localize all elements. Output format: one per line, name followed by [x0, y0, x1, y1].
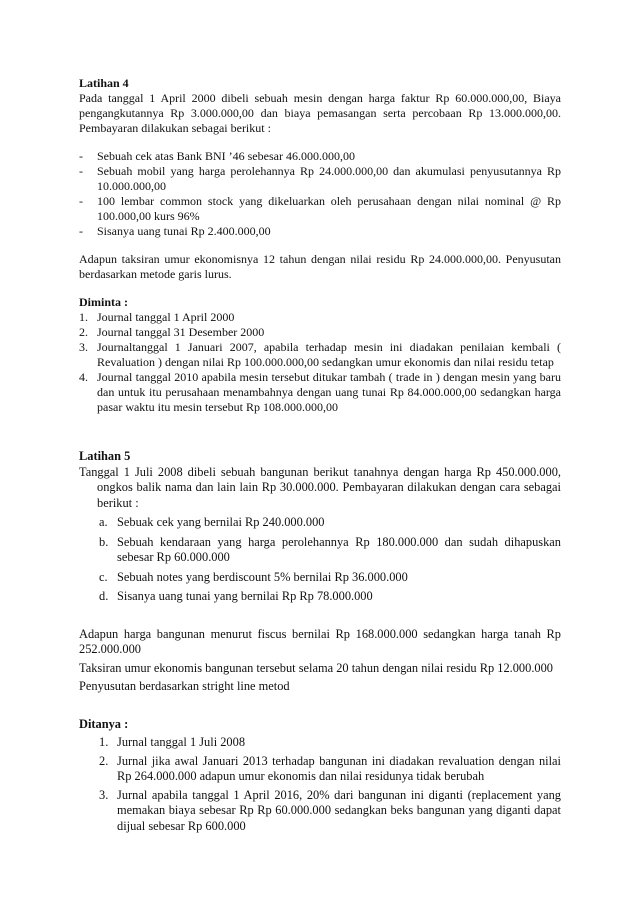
list-item — [99, 535, 561, 566]
list-item — [99, 570, 561, 586]
dash-bullet: - — [79, 224, 83, 238]
document-page — [79, 76, 561, 834]
diminta-title: Diminta : — [79, 295, 128, 309]
latihan-5-payment-list — [79, 515, 561, 605]
list-item — [79, 224, 561, 239]
item-number: 3. — [79, 340, 88, 354]
item-letter: c. — [99, 569, 108, 584]
item-number: 2. — [99, 753, 109, 768]
item-text: Jurnal apabila tanggal 1 April 2016, 20% dari bangunan ini diganti (replacement yang memakan biaya sebesar Rp Rp 60.000.000 sedangkan beks bangunan yang diganti dapat dijual sebesar Rp 600.000 — [117, 787, 561, 833]
dash-bullet: - — [79, 164, 83, 178]
latihan-4-section — [79, 76, 561, 415]
latihan-5-fiscal: Adapun harga bangunan menurut fiscus bernilai Rp 168.000.000 sedangkan harga tanah Rp 252.000.000 — [79, 626, 561, 656]
latihan-5-intro: Tanggal 1 Juli 2008 dibeli sebuah bangunan berikut tanahnya dengan harga Rp 450.000.000, ongkos balik nama dan lain lain Rp 30.000.000. Pembayaran dilakukan dengan cara sebagai berikut : — [79, 464, 561, 510]
latihan-4-intro: Pada tanggal 1 April 2000 dibeli sebuah mesin dengan harga faktur Rp 60.000.000,00, Biaya pengangkutannya Rp 3.000.000,00 dan biaya pemasangan serta percobaan Rp 13.000.000,00. Pembayaran dilakukan sebagai berikut : — [79, 91, 561, 135]
list-item — [99, 589, 561, 605]
list-item — [99, 754, 561, 785]
item-number: 1. — [99, 735, 109, 749]
item-text: Journal tanggal 2010 apabila mesin tersebut ditukar tambah ( trade in ) dengan mesin yang baru dan untuk itu perusahaan menambahnya dengan uang tunai Rp 84.000.000,00 sedangkan harga pasar waktu itu mesin tersebut Rp 108.000.000,00 — [97, 370, 561, 414]
item-letter: d. — [99, 589, 109, 603]
item-text: Journal tanggal 31 Desember 2000 — [97, 325, 265, 339]
list-item — [79, 370, 561, 415]
payment-text: 100 lembar common stock yang dikeluarkan oleh perusahaan dengan nilai nominal @ Rp 100.000,00 kurs 96% — [97, 194, 561, 223]
payment-text: Sebuah mobil yang harga perolehannya Rp 24.000.000,00 dan akumulasi penyusutannya Rp 10.000.000,00 — [97, 164, 561, 193]
list-item — [99, 515, 561, 531]
latihan-5-method: Penyusutan berdasarkan stright line metod — [79, 679, 290, 693]
item-text: Jurnal jika awal Januari 2013 terhadap bangunan ini diadakan revaluation dengan nilai Rp 264.000.000 adapun umur ekonomis dan nilai residunya tidak berubah — [117, 753, 561, 783]
payment-text: Sebuah kendaraan yang harga perolehannya Rp 180.000.000 dan sudah dihapuskan sebesar Rp 60.000.000 — [117, 534, 561, 564]
item-number: 3. — [99, 787, 109, 802]
latihan-4-payment-list — [79, 149, 561, 239]
payment-text: Sisanya uang tunai yang bernilai Rp Rp 78.000.000 — [117, 589, 373, 603]
list-item — [99, 735, 561, 751]
list-item — [79, 340, 561, 370]
list-item — [79, 325, 561, 340]
item-number: 1. — [79, 310, 88, 324]
latihan-5-section — [79, 449, 561, 834]
latihan-5-estimate: Taksiran umur ekonomis bangunan tersebut selama 20 tahun dengan nilai residu Rp 12.000.000 — [79, 660, 554, 675]
item-letter: b. — [99, 534, 109, 549]
list-item — [79, 194, 561, 224]
ditanya-list — [79, 735, 561, 834]
item-letter: a. — [99, 515, 108, 529]
ditanya-title: Ditanya : — [79, 716, 129, 731]
payment-text: Sebuah notes yang berdiscount 5% bernilai Rp 36.000.000 — [117, 569, 408, 584]
latihan-4-estimate: Adapun taksiran umur ekonomisnya 12 tahun dengan nilai residu Rp 24.000.000,00. Penyusutan berdasarkan metode garis lurus. — [79, 252, 561, 281]
item-text: Journaltanggal 1 Januari 2007, apabila terhadap mesin ini diadakan penilaian kembali ( Revaluation ) dengan nilai Rp 100.000.000,00 sedangkan umur ekonomis dan nilai residu tetap — [97, 340, 561, 369]
item-number: 4. — [79, 370, 88, 384]
list-item — [79, 164, 561, 194]
diminta-list — [79, 310, 561, 415]
item-number: 2. — [79, 325, 88, 339]
dash-bullet: - — [79, 149, 83, 163]
item-text: Jurnal tanggal 1 Juli 2008 — [117, 735, 246, 749]
payment-text: Sebuah cek atas Bank BNI ’46 sebesar 46.000.000,00 — [97, 149, 355, 163]
latihan-5-title: Latihan 5 — [79, 449, 131, 463]
item-text: Journal tanggal 1 April 2000 — [97, 310, 235, 324]
latihan-4-title: Latihan 4 — [79, 76, 129, 90]
list-item — [79, 310, 561, 325]
dash-bullet: - — [79, 194, 83, 208]
list-item — [99, 788, 561, 835]
payment-text: Sebuak cek yang bernilai Rp 240.000.000 — [117, 515, 325, 529]
payment-text: Sisanya uang tunai Rp 2.400.000,00 — [97, 224, 271, 238]
list-item — [79, 149, 561, 164]
